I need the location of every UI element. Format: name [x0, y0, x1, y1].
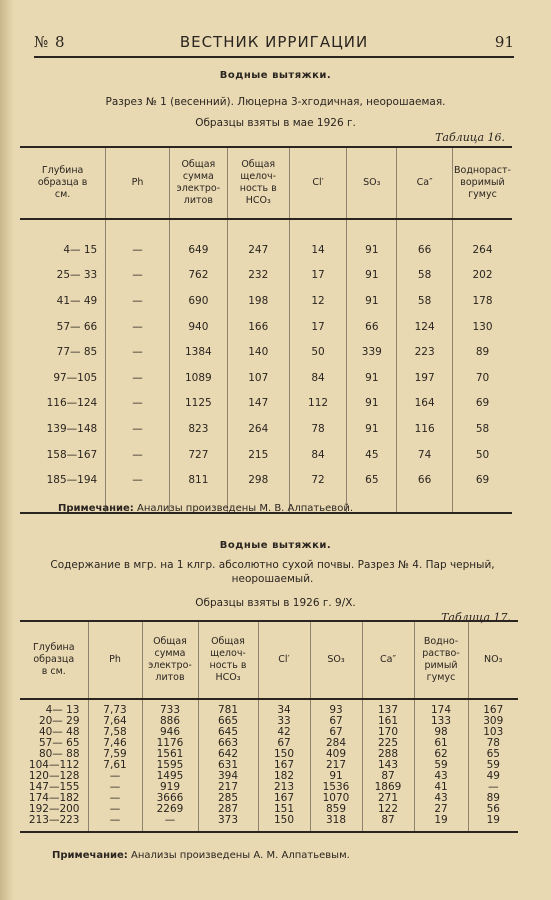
table2-col-header	[414, 621, 468, 699]
section2-title: Водные вытяжки.	[219, 540, 332, 551]
table2-cell: 7,61	[88, 760, 142, 771]
table1-header	[20, 147, 512, 219]
table2-cell: 93	[310, 705, 362, 716]
section2-samples: Образцы взяты в 1926 г. 9/X.	[195, 597, 356, 609]
table1-cell: 727	[169, 442, 227, 468]
section2-subtitle: Содержание в мгр. на 1 клгр. абсолютно сухой почвы. Разрез № 4. Пар черный, неорошаемый.	[50, 559, 495, 585]
table2-cell: 3666	[142, 793, 198, 804]
table2-cell: 174	[414, 705, 468, 716]
table1-cell: 12	[289, 288, 347, 314]
table1-cell: —	[106, 237, 170, 263]
table1-cell: 158—167	[46, 448, 98, 461]
table1-cell: 130	[453, 314, 513, 340]
table1-cell: 107	[227, 365, 289, 391]
table2-spacer-cell	[88, 826, 142, 832]
table1-cell: 164	[397, 391, 453, 417]
table2-cell: 1536	[310, 782, 362, 793]
table2-col-header-line: Общая	[211, 636, 245, 647]
table-17	[20, 620, 518, 833]
table1-col-header-line: Ca″	[416, 177, 433, 188]
table2-spacer-cell	[142, 826, 198, 832]
table2-col-header	[20, 621, 88, 699]
table1-col-header-line: Общая	[181, 159, 216, 170]
table1-spacer-cell	[289, 219, 347, 237]
table2-spacer-cell	[310, 826, 362, 832]
table2-cell: 167	[258, 760, 310, 771]
table2-cell: 394	[198, 771, 258, 782]
table2-col-header-line: в см.	[41, 666, 66, 677]
table2-spacer-cell	[198, 826, 258, 832]
table1-cell: 232	[227, 263, 289, 289]
table1-cell: 70	[453, 365, 513, 391]
table2-cell: 33	[258, 716, 310, 727]
table2-cell: 59	[468, 760, 518, 771]
table1-col-header-line: щелоч-	[240, 171, 277, 182]
table2-cell: 150	[258, 749, 310, 760]
issue-number: № 8	[34, 33, 66, 51]
table1-cell: 91	[347, 288, 397, 314]
table2-cell: 665	[198, 716, 258, 727]
table1-cell: 823	[169, 416, 227, 442]
table1-cell: 223	[397, 339, 453, 365]
table1-cell: 298	[227, 467, 289, 493]
table2-cell: —	[88, 804, 142, 815]
table1-spacer-cell	[347, 219, 397, 237]
table2-col-header	[310, 621, 362, 699]
table2-col-header	[362, 621, 414, 699]
table2-cell: 80— 88	[38, 748, 80, 760]
table1-cell: 69	[453, 391, 513, 417]
table2-col-header	[142, 621, 198, 699]
table2-cell: 1869	[362, 782, 414, 793]
table2-cell: 859	[310, 804, 362, 815]
page-header	[34, 30, 514, 54]
table2-cell: 161	[362, 716, 414, 727]
table2-col-header-line: NO₃	[484, 654, 503, 665]
table1-col-header	[227, 147, 289, 219]
table2-cell: 7,64	[88, 716, 142, 727]
table2-cell: 59	[414, 760, 468, 771]
table2-cell: 288	[362, 749, 414, 760]
section2-note-label: Примечание:	[52, 850, 128, 861]
table2-cell: 78	[468, 738, 518, 749]
table1-cell: 91	[347, 391, 397, 417]
table1-col-header-line: образца в	[37, 177, 88, 188]
table2-cell: 167	[468, 705, 518, 716]
table2-cell: 49	[468, 771, 518, 782]
table1-row	[20, 365, 512, 391]
table2-cell: 1176	[142, 738, 198, 749]
table2-cell: 19	[468, 815, 518, 826]
table2-col-header-line: литов	[155, 672, 185, 683]
table1-cell: 66	[397, 467, 453, 493]
table1-cell: 45	[347, 442, 397, 468]
table2-cell: 285	[198, 793, 258, 804]
table1-cell: 264	[453, 237, 513, 263]
table2-cell: 19	[414, 815, 468, 826]
table-16	[20, 146, 512, 514]
table2-cell: 309	[468, 716, 518, 727]
table1-col-header-line: воримый	[460, 177, 505, 188]
table2-cell: 170	[362, 727, 414, 738]
table2-cell: 192—200	[28, 803, 80, 815]
table2-cell: 7,73	[88, 705, 142, 716]
table2-cell: 7,58	[88, 727, 142, 738]
table1-cell: —	[106, 416, 170, 442]
table2-cell: 137	[362, 705, 414, 716]
table1-cell: 140	[227, 339, 289, 365]
table2-label: Таблица 17.	[441, 611, 511, 624]
table1-cell: 139—148	[46, 422, 98, 435]
table1-col-header	[397, 147, 453, 219]
table2-header	[20, 621, 518, 699]
table2-spacer-cell	[20, 826, 88, 832]
table1-cell: 58	[453, 416, 513, 442]
table1-cell: 84	[289, 365, 347, 391]
table2-cell: 41	[414, 782, 468, 793]
table2-cell: 4— 13	[45, 704, 80, 716]
table2-cell: 409	[310, 749, 362, 760]
table1-cell: 66	[397, 237, 453, 263]
table1-spacer-cell	[106, 219, 170, 237]
table2-col-header	[468, 621, 518, 699]
table2-cell: 43	[414, 793, 468, 804]
table1-spacer-cell	[227, 219, 289, 237]
table1-cell: 1089	[169, 365, 227, 391]
table2-spacer-row	[20, 826, 518, 832]
table2-cell: —	[88, 793, 142, 804]
table1-cell: 25— 33	[56, 269, 98, 282]
table2-spacer-cell	[468, 826, 518, 832]
table1-cell: 202	[453, 263, 513, 289]
page-edge-shadow	[0, 0, 14, 900]
table2-cell: 1561	[142, 749, 198, 760]
table2-cell: 67	[310, 716, 362, 727]
table2-spacer-cell	[258, 826, 310, 832]
table2-cell: 56	[468, 804, 518, 815]
table2-cell: 91	[310, 771, 362, 782]
section1-note	[58, 503, 353, 514]
table2-cell: 147—155	[28, 781, 80, 793]
header-rule	[34, 56, 514, 58]
table2-cell: 20— 29	[38, 715, 80, 727]
table1-cell: —	[106, 467, 170, 493]
table1-spacer-cell	[453, 219, 513, 237]
table2-cell: 217	[198, 782, 258, 793]
table2-cell: 7,46	[88, 738, 142, 749]
table1-row	[20, 288, 512, 314]
table1-cell: 17	[289, 263, 347, 289]
table1-cell: 77— 85	[56, 346, 98, 359]
table1-spacer-cell	[453, 493, 513, 513]
table2-cell: 40— 48	[38, 726, 80, 738]
table2-cell: —	[88, 815, 142, 826]
table2-cell: 42	[258, 727, 310, 738]
table1-spacer-cell	[169, 219, 227, 237]
table2-cell: 150	[258, 815, 310, 826]
table1-cell: 78	[289, 416, 347, 442]
table1-cell: 247	[227, 237, 289, 263]
table1-cell: 116	[397, 416, 453, 442]
table2-cell: 1070	[310, 793, 362, 804]
table2-cell: 1495	[142, 771, 198, 782]
table1-cell: 91	[347, 416, 397, 442]
table1-cell: 97—105	[53, 371, 98, 384]
table1-cell: 41— 49	[56, 294, 98, 307]
table2-row	[20, 815, 518, 826]
table2-col-header-line: Глубина	[32, 642, 75, 653]
table2-cell: 87	[362, 815, 414, 826]
table2-cell: 663	[198, 738, 258, 749]
table2-col-header	[258, 621, 310, 699]
table2-col-header-line: Ph	[109, 654, 121, 665]
table1-col-header-line: Глубина	[41, 165, 84, 176]
table1-col-header-line: сумма	[182, 171, 214, 182]
table1-cell: 215	[227, 442, 289, 468]
table1-col-header	[453, 147, 513, 219]
table1-cell: —	[106, 391, 170, 417]
table1-cell: —	[106, 365, 170, 391]
table2-cell: 182	[258, 771, 310, 782]
table1-row	[20, 442, 512, 468]
section2-note-text: Анализы произведены А. М. Алпатьевым.	[131, 850, 350, 861]
section1-note-text: Анализы произведены М. В. Алпатьевой.	[137, 503, 353, 514]
table2-cell: 318	[310, 815, 362, 826]
table2-cell: 67	[310, 727, 362, 738]
table2-cell: 642	[198, 749, 258, 760]
section1-title: Водные вытяжки.	[219, 70, 332, 81]
table1-col-header-line: HCO₃	[245, 195, 271, 206]
table1-col-header-line: SO₃	[363, 177, 381, 188]
table2-cell: 631	[198, 760, 258, 771]
table2-col-header-line: Водно-	[423, 636, 459, 647]
table1-spacer-cell	[20, 219, 106, 237]
table1-cell: —	[106, 288, 170, 314]
table2-col-header-line: SO₃	[327, 654, 345, 665]
table1-cell: 14	[289, 237, 347, 263]
section1-subtitle: Разрез № 1 (весенний). Люцерна 3-хгодичная, неорошаемая.	[105, 96, 446, 108]
table1-spacer-cell	[347, 493, 397, 513]
section1-samples: Образцы взяты в мае 1926 г.	[195, 117, 356, 129]
table2-cell: 87	[362, 771, 414, 782]
table1-cell: 147	[227, 391, 289, 417]
table1-cell: —	[106, 442, 170, 468]
table2-cell: 2269	[142, 804, 198, 815]
table1-label: Таблица 16.	[435, 131, 505, 144]
table1-cell: 124	[397, 314, 453, 340]
table1-col-header-line: электро-	[176, 183, 221, 194]
table2-cell: 733	[142, 705, 198, 716]
table1-cell: 17	[289, 314, 347, 340]
table1-cell: 72	[289, 467, 347, 493]
page-number: 91	[494, 33, 514, 51]
table2-cell: 946	[142, 727, 198, 738]
table2-col-header	[198, 621, 258, 699]
table1-cell: 89	[453, 339, 513, 365]
table1-col-header-line: Общая	[241, 159, 276, 170]
journal-title: ВЕСТНИК ИРРИГАЦИИ	[179, 33, 369, 51]
table2-cell: 781	[198, 705, 258, 716]
table2-col-header-line: электро-	[148, 660, 192, 671]
table2-cell: 225	[362, 738, 414, 749]
table2-cell: 133	[414, 716, 468, 727]
table1-spacer-cell	[397, 219, 453, 237]
table1-cell: 50	[453, 442, 513, 468]
table2-cell: 373	[198, 815, 258, 826]
table1-cell: 91	[347, 237, 397, 263]
table1-col-header-line: см.	[54, 189, 71, 200]
table2-body	[20, 699, 518, 832]
table2-col-header-line: гумус	[426, 672, 456, 683]
table2-cell: 919	[142, 782, 198, 793]
table1-cell: —	[106, 339, 170, 365]
table1-cell: 940	[169, 314, 227, 340]
section2-note	[52, 850, 350, 861]
table2-cell: 98	[414, 727, 468, 738]
table1-cell: 339	[347, 339, 397, 365]
table2-cell: 62	[414, 749, 468, 760]
table1-cell: 91	[347, 263, 397, 289]
table1-cell: 74	[397, 442, 453, 468]
table1-col-header-line: ность в	[239, 183, 277, 194]
table1-cell: 69	[453, 467, 513, 493]
table1-cell: —	[106, 314, 170, 340]
table1-cell: 198	[227, 288, 289, 314]
table2-cell: 143	[362, 760, 414, 771]
table1-cell: 178	[453, 288, 513, 314]
table1-row	[20, 391, 512, 417]
table1-cell: 112	[289, 391, 347, 417]
table2-cell: 122	[362, 804, 414, 815]
table1-row	[20, 237, 512, 263]
table1-cell: 185—194	[46, 474, 98, 487]
table1-cell: 116—124	[46, 397, 98, 410]
table1-cell: 50	[289, 339, 347, 365]
table1-cell: 4— 15	[63, 243, 98, 256]
table2-cell: —	[88, 771, 142, 782]
table2-cell: 67	[258, 738, 310, 749]
table2-cell: 213—223	[28, 814, 80, 826]
table1-col-header-line: Ph	[131, 177, 144, 188]
table2-cell: 174—182	[28, 792, 80, 804]
table1-cell: 649	[169, 237, 227, 263]
table2-col-header-line: щелоч-	[210, 648, 246, 659]
table1-col-header-line: Cl′	[312, 177, 324, 188]
table2-cell: 89	[468, 793, 518, 804]
table1-body	[20, 219, 512, 513]
table1-cell: 66	[347, 314, 397, 340]
table1-cell: 762	[169, 263, 227, 289]
table2-cell: 103	[468, 727, 518, 738]
table1-cell: 1125	[169, 391, 227, 417]
table1-cell: 690	[169, 288, 227, 314]
table1-col-header	[106, 147, 170, 219]
table2-col-header-line: Ca″	[379, 654, 396, 665]
table2-cell: —	[142, 815, 198, 826]
table1-cell: 65	[347, 467, 397, 493]
table1-cell: 91	[347, 365, 397, 391]
table1-col-header-line: гумус	[468, 189, 497, 200]
table2-cell: 151	[258, 804, 310, 815]
table1-spacer-cell	[397, 493, 453, 513]
table2-col-header-line: Cl′	[278, 654, 290, 665]
table1-row	[20, 416, 512, 442]
section1-note-label: Примечание:	[58, 503, 134, 514]
table1-row	[20, 339, 512, 365]
table2-cell: 61	[414, 738, 468, 749]
table2-cell: 886	[142, 716, 198, 727]
table2-cell: 104—112	[28, 759, 80, 771]
table2-col-header-line: Общая	[153, 636, 187, 647]
table2-cell: 27	[414, 804, 468, 815]
table1-col-header	[169, 147, 227, 219]
table1-cell: 197	[397, 365, 453, 391]
table1-cell: 57— 66	[56, 320, 98, 333]
table2-spacer-cell	[362, 826, 414, 832]
table1-cell: 166	[227, 314, 289, 340]
table2-col-header-line: раство-	[422, 648, 460, 659]
table2-cell: 43	[414, 771, 468, 782]
table2-col-header-line: сумма	[154, 648, 186, 659]
table1-col-header	[20, 147, 106, 219]
table2-cell: 287	[198, 804, 258, 815]
table2-col-header-line: римый	[424, 660, 458, 671]
table1-cell: 264	[227, 416, 289, 442]
table1-cell: 84	[289, 442, 347, 468]
table1-cell: 811	[169, 467, 227, 493]
table2-cell: 1595	[142, 760, 198, 771]
table1-spacer-row	[20, 219, 512, 237]
table1-col-header-line: литов	[183, 195, 213, 206]
table1-col-header	[289, 147, 347, 219]
table1-row	[20, 314, 512, 340]
table1-cell: —	[106, 263, 170, 289]
table1-row	[20, 263, 512, 289]
table2-col-header-line: ность в	[209, 660, 247, 671]
table2-cell: 167	[258, 793, 310, 804]
table2-cell: 213	[258, 782, 310, 793]
table2-cell: 57— 65	[38, 737, 80, 749]
table1-col-header-line: Воднораст-	[454, 165, 511, 176]
table2-col-header-line: HCO₃	[215, 672, 241, 683]
table2-cell: 645	[198, 727, 258, 738]
table2-cell: —	[88, 782, 142, 793]
table2-col-header	[88, 621, 142, 699]
table2-spacer-cell	[414, 826, 468, 832]
table2-col-header-line: образца	[33, 654, 75, 665]
table1-cell: 58	[397, 263, 453, 289]
table1-row	[20, 467, 512, 493]
table2-cell: 120—128	[28, 770, 80, 782]
table2-cell: 34	[258, 705, 310, 716]
table2-cell: 284	[310, 738, 362, 749]
table2-cell: —	[468, 782, 518, 793]
table2-cell: 7,59	[88, 749, 142, 760]
table2-cell: 217	[310, 760, 362, 771]
table1-col-header	[347, 147, 397, 219]
table1-cell: 1384	[169, 339, 227, 365]
table2-cell: 65	[468, 749, 518, 760]
table2-cell: 271	[362, 793, 414, 804]
table1-cell: 58	[397, 288, 453, 314]
